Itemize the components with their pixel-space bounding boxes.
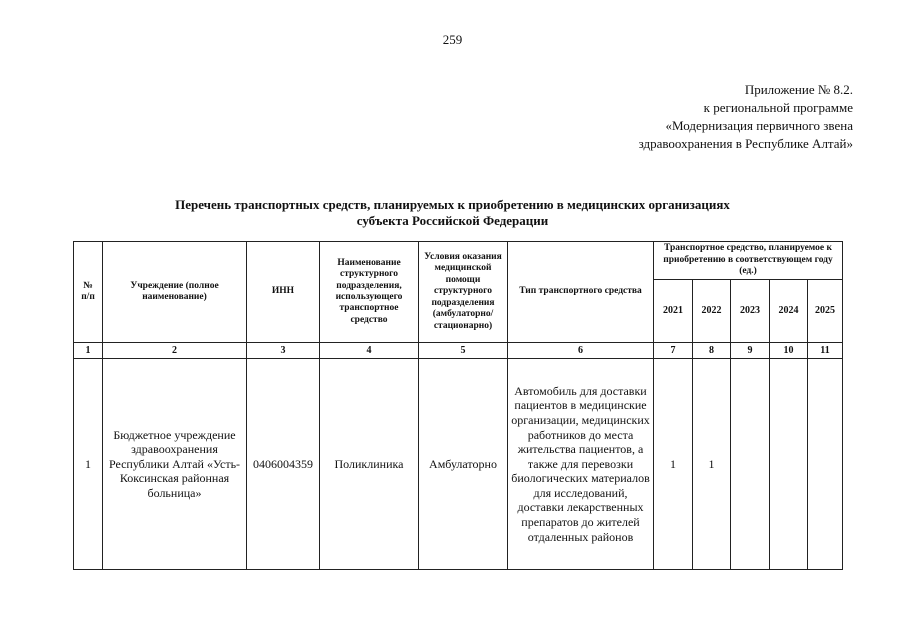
column-number: 9: [731, 343, 770, 359]
column-number: 11: [808, 343, 843, 359]
cell-conditions: Амбулаторно: [419, 359, 508, 570]
cell-inn: 0406004359: [247, 359, 320, 570]
header-planned: Транспортное средство, планируемое к приобретению в соответствующем году (ед.): [654, 242, 843, 280]
column-number: 7: [654, 343, 693, 359]
header-num-line: №: [83, 280, 93, 291]
table-header-row: [74, 242, 843, 280]
header-conditions: Условия оказания медицинской помощи структурного подразделения (амбулаторно/ стационарно): [419, 242, 508, 343]
header-year: 2023: [731, 280, 770, 343]
column-number: 5: [419, 343, 508, 359]
header-institution: Учреждение (полное наименование): [103, 242, 247, 343]
vehicles-table: [73, 241, 843, 570]
cell-institution: Бюджетное учреждение здравоохранения Республики Алтай «Усть-Коксинская районная больница»: [103, 359, 247, 570]
page-number: 259: [442, 32, 463, 47]
document-title-line: Перечень транспортных средств, планируемых к приобретению в медицинских организациях: [175, 197, 730, 212]
cell-vehicle-type: Автомобиль для доставки пациентов в медицинские организации, медицинских работников до места жительства пациентов, а также для перевозки биологических материалов для исследований, доставки лекарственных препаратов до жителей отдаленных районов: [508, 359, 654, 570]
header-year: 2021: [654, 280, 693, 343]
column-number: 10: [770, 343, 808, 359]
column-number: 3: [247, 343, 320, 359]
cell-year-2025: [808, 359, 843, 570]
header-year: 2024: [770, 280, 808, 343]
cell-year-2023: [731, 359, 770, 570]
column-number: 6: [508, 343, 654, 359]
table-row: [74, 359, 843, 570]
appendix-line: Приложение № 8.2.: [744, 82, 853, 97]
appendix-line: «Модернизация первичного звена: [665, 118, 853, 133]
appendix-reference: [639, 81, 853, 153]
column-number: 8: [693, 343, 731, 359]
header-num: [74, 242, 103, 343]
header-year: 2025: [808, 280, 843, 343]
header-vehicle-type: Тип транспортного средства: [508, 242, 654, 343]
appendix-line: здравоохранения в Республике Алтай»: [638, 136, 853, 151]
cell-division: Поликлиника: [320, 359, 419, 570]
column-number: 2: [103, 343, 247, 359]
appendix-line: к региональной программе: [703, 100, 853, 115]
column-number-row: [74, 343, 843, 359]
cell-year-2022: 1: [693, 359, 731, 570]
document-title-line: субъекта Российской Федерации: [356, 213, 549, 228]
cell-num: 1: [74, 359, 103, 570]
cell-year-2024: [770, 359, 808, 570]
header-num-line: п/п: [81, 292, 95, 302]
header-year: 2022: [693, 280, 731, 343]
document-title: [0, 197, 905, 229]
column-number: 4: [320, 343, 419, 359]
header-division: Наименование структурного подразделения, использующего транспортное средство: [320, 242, 419, 343]
column-number: 1: [74, 343, 103, 359]
header-inn: ИНН: [247, 242, 320, 343]
cell-year-2021: 1: [654, 359, 693, 570]
